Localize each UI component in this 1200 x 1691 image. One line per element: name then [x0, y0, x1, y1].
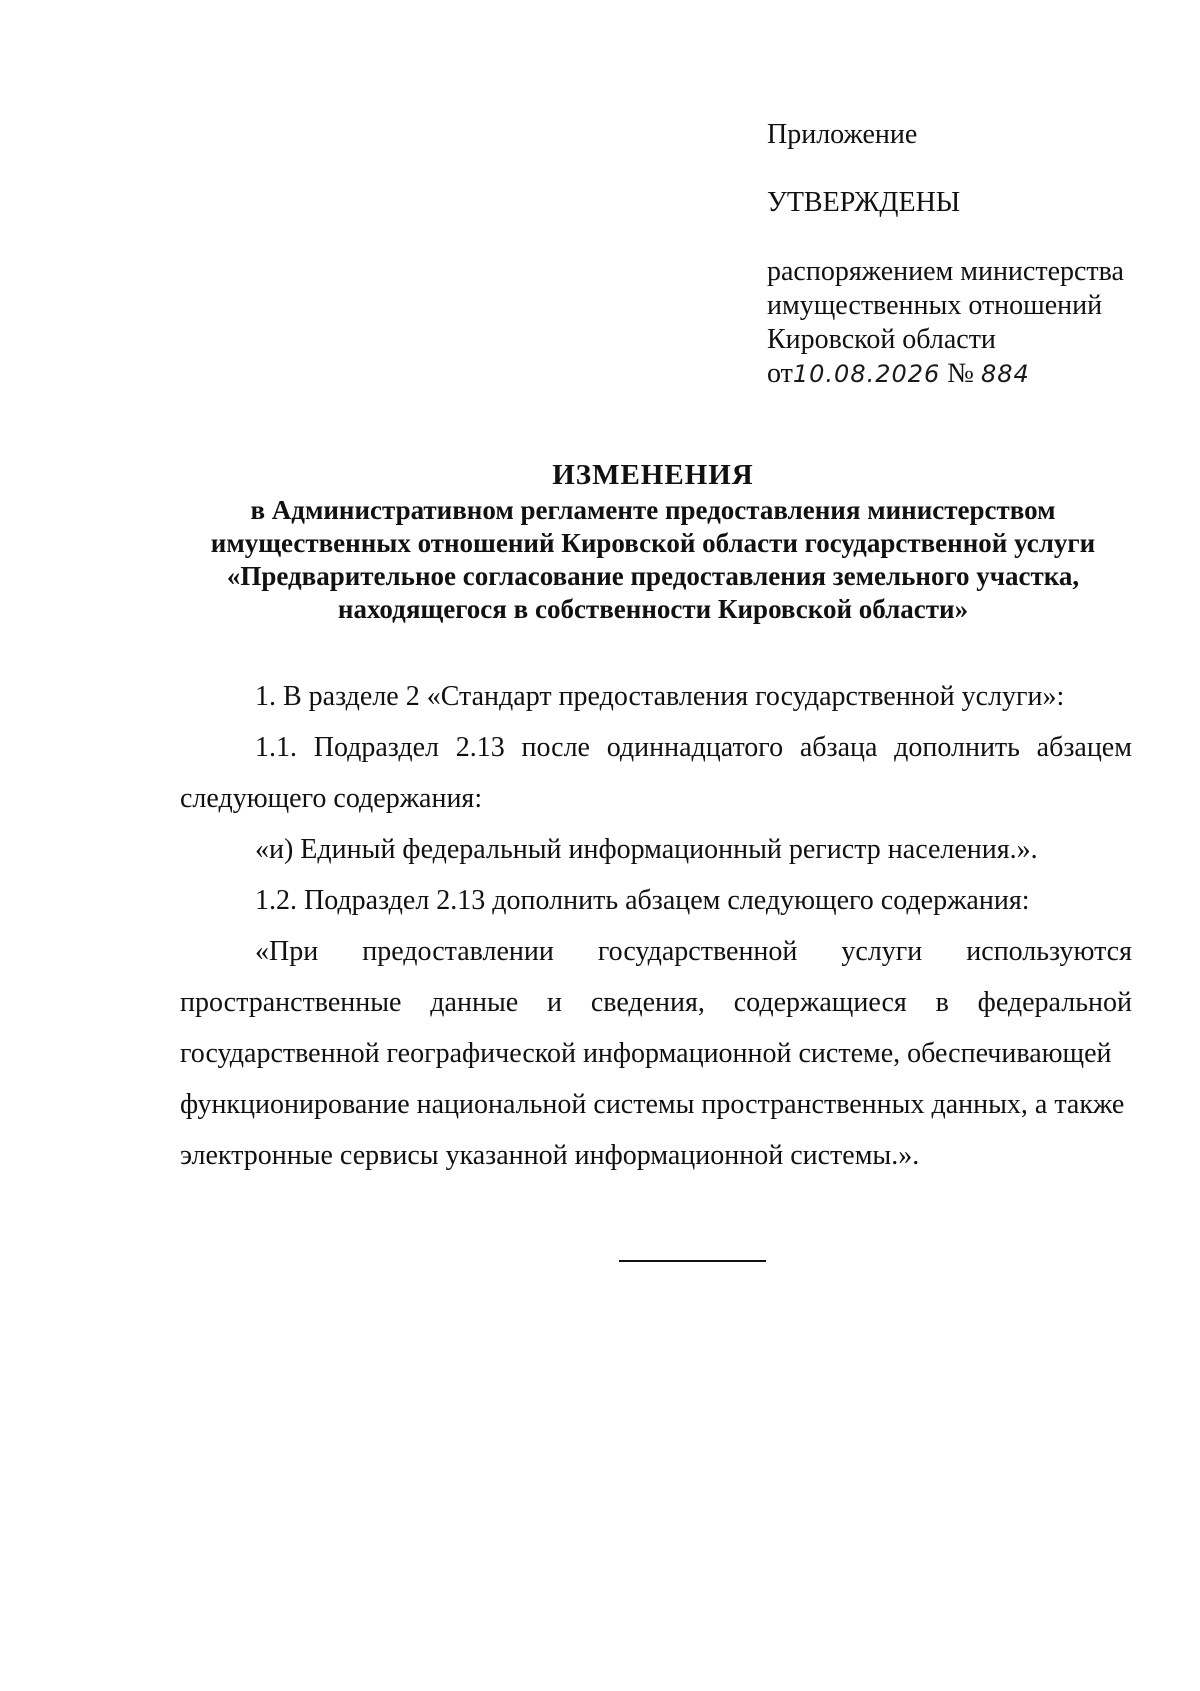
word: абзаца [799, 732, 878, 763]
approved-by-line: имущественных отношений [767, 290, 1103, 321]
quote-paragraph-2-line-5: электронные сервисы указанной информационной системы.». [180, 1140, 920, 1171]
subtitle-line: находящегося в собственности Кировской области» [337, 594, 969, 624]
word: «При [255, 936, 319, 967]
quote-paragraph-2-line-4: функционирование национальной системы пространственных данных, а также [180, 1089, 1125, 1120]
subtitle-line: в Административном регламенте предоставления министерством [250, 495, 1056, 525]
word: Подраздел [313, 732, 440, 763]
word: 1.1. [255, 732, 297, 763]
subtitle-line: «Предварительное согласование предоставления земельного участка, [226, 561, 1080, 591]
quote-paragraph-2-line-3: государственной географической информационной системе, обеспечивающей [180, 1038, 1112, 1069]
document-title: ИЗМЕНЕНИЯ [552, 459, 754, 491]
paragraph-1-2: 1.2. Подраздел 2.13 дополнить абзацем следующего содержания: [255, 885, 1030, 916]
quote-paragraph-1: «и) Единый федеральный информационный регистр населения.». [255, 834, 1038, 865]
word: используются [966, 936, 1132, 967]
end-rule [619, 1260, 766, 1262]
handwritten-date: 10.08.2026 [792, 360, 941, 388]
word: сведения, [590, 987, 705, 1018]
appendix-label: Приложение [767, 119, 918, 150]
document-subtitle [178, 494, 1128, 626]
word: одиннадцатого [606, 732, 784, 763]
word: абзацем [1036, 732, 1132, 763]
word: услуги [841, 936, 923, 967]
quote-paragraph-2-line-1 [180, 935, 1132, 969]
paragraph-1: 1. В разделе 2 «Стандарт предоставления государственной услуги»: [255, 681, 1065, 712]
word: содержащиеся [733, 987, 907, 1018]
number-sign: № [947, 358, 975, 389]
quote-paragraph-2-line-2 [180, 986, 1132, 1020]
handwritten-number: 884 [981, 360, 1030, 388]
word: и [547, 987, 562, 1018]
paragraph-1-1-continuation: следующего содержания: [180, 783, 483, 814]
word: 2.13 [455, 732, 505, 763]
paragraph-1-1 [180, 731, 1132, 765]
subtitle-line: имущественных отношений Кировской области государственной услуги [210, 528, 1096, 558]
word: государственной [597, 936, 798, 967]
approved-by-line: Кировской области [767, 324, 996, 355]
word: дополнить [894, 732, 1020, 763]
approved-by [767, 255, 1124, 357]
word: после [521, 732, 590, 763]
approved-by-line: распоряжением министерства [767, 256, 1124, 287]
word: данные [430, 987, 519, 1018]
word: предоставлении [362, 936, 554, 967]
approval-date-number [767, 357, 1030, 391]
word: пространственные [180, 987, 402, 1018]
document-title-block [178, 458, 1128, 626]
approved-label: УТВЕРЖДЕНЫ [767, 187, 961, 218]
word: федеральной [977, 987, 1132, 1018]
number-prefix: от [767, 358, 793, 389]
word: в [935, 987, 949, 1018]
